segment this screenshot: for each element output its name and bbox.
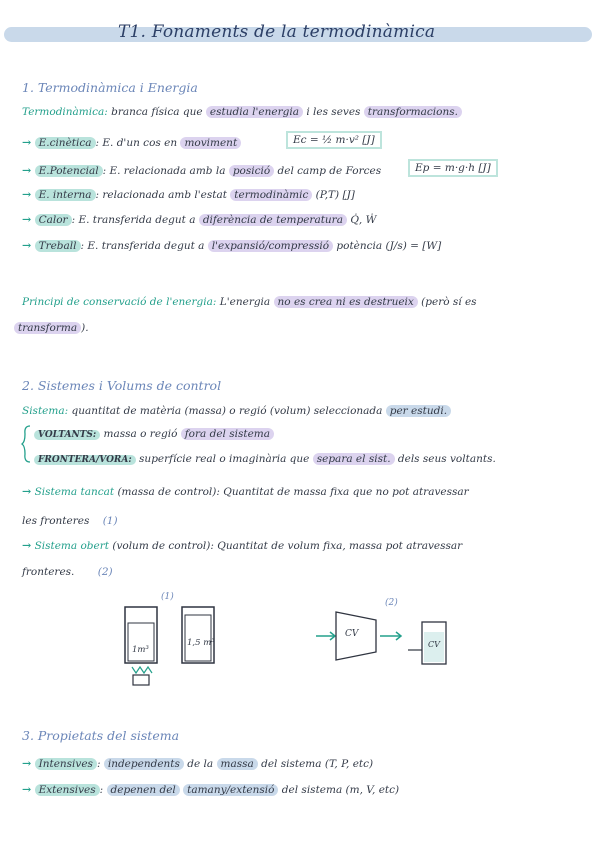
section-3-heading: 3. Propietats del sistema [22,728,180,743]
boundary-label: FRONTERA/VORA: [34,455,136,465]
boundary-line [34,453,496,465]
arrow-icon: → [22,213,32,226]
closed-system-ref: (1) [102,515,118,527]
item-kinetic [22,136,241,149]
principle-text: L'energia [219,296,271,308]
arrow-icon: → [22,188,32,201]
open-system-label: Sistema obert [34,540,109,552]
definition-text-2: i les seves [306,106,361,118]
item-heat [22,213,376,226]
intensive-label: Intensives [35,758,97,770]
item-internal [22,188,355,201]
definition-highlight: estudia l'energia [206,106,303,118]
item-highlight: posició [229,165,274,177]
thermo-definition [22,106,462,118]
extensive-label: Extensives [35,784,100,796]
item-potential [22,164,381,177]
item-text-2: potència (J/s) = [W] [336,240,442,252]
control-volume-label-2: CV [428,640,440,649]
closed-system-text: (massa de control): Quantitat de massa fixa que no pot atravessar [117,486,469,498]
closed-system-line [22,485,469,498]
open-system-line2 [22,566,113,578]
closed-system-text-2: les fronteres [22,515,90,527]
item-label: E.Potencial [35,165,103,177]
intensive-text-3: del sistema (T, P, etc) [261,758,374,770]
principle-highlight: no es crea ni es destrueix [274,296,418,308]
item-label: Calor [35,214,72,226]
item-text: : relacionada amb l'estat [95,189,227,201]
arrow-icon: → [22,757,32,770]
item-highlight: termodinàmic [230,189,312,201]
intensive-highlight-2: massa [217,758,258,770]
principle-label: Principi de conservació de l'energia: [22,296,217,308]
surroundings-highlight: fora del sistema [181,428,274,440]
item-work [22,239,441,252]
open-system-line [22,539,462,552]
extensive-line [22,783,399,796]
principle-text-3: ). [81,322,89,334]
arrow-icon: → [22,136,32,149]
system-label: Sistema: [22,405,69,417]
closed-volume-left: 1m³ [132,645,149,655]
item-text-2: (P,T) [J] [315,189,355,201]
control-volume-label: CV [345,629,359,639]
surroundings-text: massa o regió [103,428,178,440]
item-label: Treball [35,240,81,252]
item-text: : E. d'un cos en [95,137,178,149]
boundary-text: superfície real o imaginària que [139,453,310,465]
closed-volume-right: 1,5 m³ [187,638,215,648]
section-2-heading: 2. Sistemes i Volums de control [22,378,222,393]
item-text: : E. relacionada amb la [102,165,226,177]
surroundings-label: VOLTANTS: [34,430,100,440]
open-system-text: (volum de control): Quantitat de volum fixa, massa pot atravessar [112,540,463,552]
figure-2-label: (2) [385,598,398,608]
item-highlight: moviment [180,137,241,149]
item-text: : E. transferida degut a [80,240,205,252]
principle-highlight-2: transforma [14,322,81,334]
conservation-principle [22,296,477,308]
closed-system-label: Sistema tancat [34,486,115,498]
definition-term: Termodinàmica: [22,106,108,118]
extensive-text: : [99,784,104,796]
extensive-highlight-2: tamany/extensió [183,784,278,796]
intensive-line [22,757,373,770]
boundary-text-2: dels seus voltants. [397,453,496,465]
system-highlight: per estudi. [386,405,451,417]
item-highlight: diferència de temperatura [199,214,347,226]
item-text-2: Q̇, Ẇ [350,214,377,226]
closed-system-line2 [22,515,118,527]
intensive-text-2: de la [187,758,214,770]
arrow-icon: → [22,783,32,796]
kinetic-formula: Ec = ½ m·v² [J] [286,131,382,149]
item-label: E. interna [35,189,96,201]
intensive-highlight: independents [104,758,184,770]
system-text: quantitat de matèria (massa) o regió (volum) seleccionada [71,405,383,417]
arrow-icon: → [22,164,32,177]
figure-1-label: (1) [161,592,174,602]
item-highlight: l'expansió/compressió [208,240,333,252]
arrow-icon: → [22,539,32,552]
item-text-2: del camp de Forces [277,165,382,177]
open-system-ref: (2) [97,566,113,578]
arrow-icon: → [22,485,32,498]
potential-formula: Ep = m·g·h [J] [408,159,498,177]
definition-text: branca física que [111,106,203,118]
principle-text-2: (però sí es [421,296,477,308]
item-text: : E. transferida degut a [71,214,196,226]
extensive-highlight: depenen del [107,784,180,796]
section-1-heading: 1. Termodinàmica i Energia [22,80,198,95]
intensive-text: : [96,758,101,770]
conservation-principle-line2 [14,322,89,334]
arrow-icon: → [22,239,32,252]
item-label: E.cinètica [35,137,96,149]
open-system-diagram [316,610,476,680]
open-system-text-2: fronteres. [22,566,75,578]
definition-highlight-2: transformacions. [364,106,462,118]
extensive-text-2: del sistema (m, V, etc) [281,784,400,796]
boundary-highlight: separa el sist. [313,453,395,465]
brace-icon [22,424,32,464]
system-definition [22,405,451,417]
page-title: T1. Fonaments de la termodinàmica [118,22,436,42]
surroundings-line [34,428,274,440]
